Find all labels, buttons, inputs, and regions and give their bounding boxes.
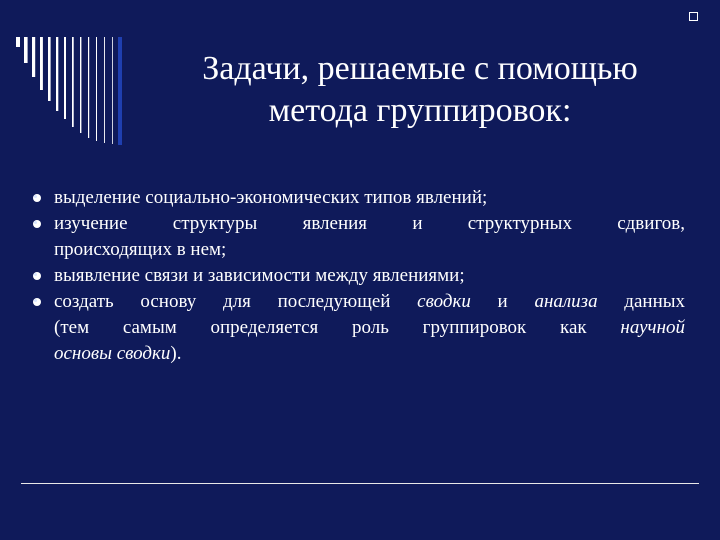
decorative-bars xyxy=(16,37,126,145)
text-run: данных xyxy=(597,291,685,312)
bullet-list xyxy=(30,185,685,367)
list-item xyxy=(30,289,685,367)
text-run: создать основу для последующей xyxy=(54,291,418,312)
list-item xyxy=(30,185,685,211)
item-text xyxy=(54,315,685,341)
text-run-italic: научной xyxy=(620,317,685,338)
item-text: выявление связи и зависимости между явлениями; xyxy=(54,265,465,286)
bullet-dot-icon xyxy=(30,191,44,205)
list-item xyxy=(30,211,685,263)
item-text: выделение социально-экономических типов явлений; xyxy=(54,187,488,208)
title-line-1: Задачи, решаемые с помощью xyxy=(202,50,638,87)
text-run-italic: основы сводки xyxy=(54,343,171,364)
item-text: изучение структуры явления и структурных сдвигов, xyxy=(54,213,685,234)
title-line-2: метода группировок: xyxy=(268,92,572,129)
bullet-dot-icon xyxy=(30,269,44,283)
text-run: ). xyxy=(170,343,182,364)
text-run-italic: сводки xyxy=(417,291,471,312)
decorative-square xyxy=(689,12,698,21)
item-text xyxy=(54,341,685,367)
text-run-italic: анализа xyxy=(534,291,598,312)
text-run: (тем самым определяется роль группировок как xyxy=(54,317,621,338)
bullet-dot-icon xyxy=(30,295,44,309)
list-item xyxy=(30,263,685,289)
text-run: и xyxy=(470,291,535,312)
bottom-divider xyxy=(21,483,699,484)
item-text xyxy=(54,289,685,315)
bullet-dot-icon xyxy=(30,217,44,231)
item-text: происходящих в нем; xyxy=(54,239,227,260)
slide-title xyxy=(140,48,700,132)
